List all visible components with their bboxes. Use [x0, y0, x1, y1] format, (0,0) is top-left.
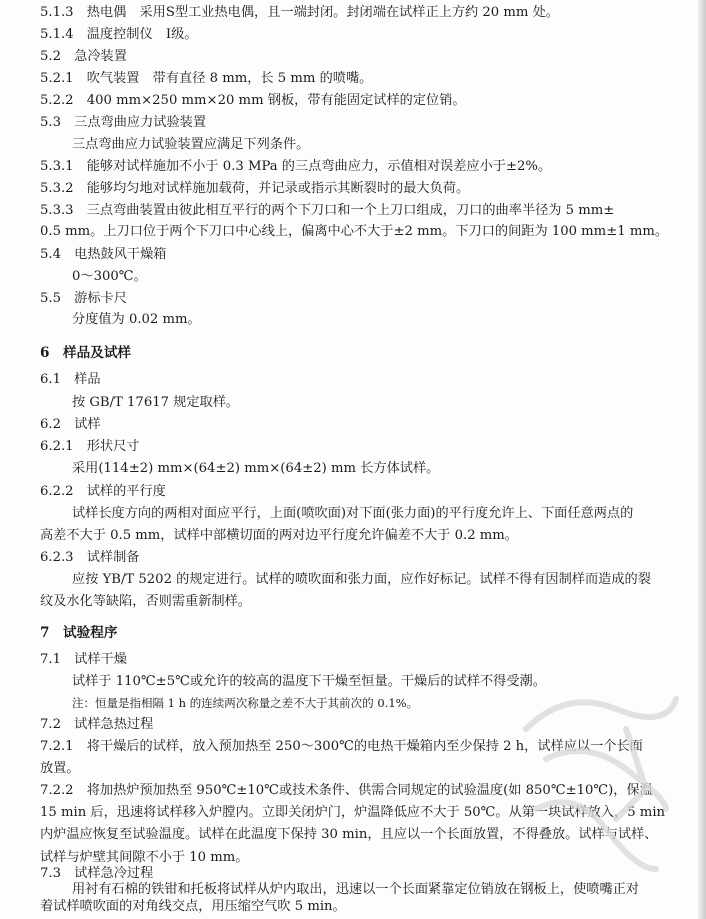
heading-6-1: 6.1 样品	[40, 371, 101, 387]
note-7-1: 注：恒量是指相隔 1 h 的连续两次称量之差不大于其前次的 0.1%。	[72, 696, 419, 711]
heading-6-2: 6.2 试样	[40, 417, 101, 433]
clause-7-2-2-cont3: 试样与炉壁其间隙不小于 10 mm。	[40, 849, 249, 865]
clause-5-1-4: 5.1.4 温度控制仪 I级。	[40, 27, 198, 42]
paragraph-5-3: 三点弯曲应力试验装置应满足下列条件。	[72, 136, 310, 152]
section-6-heading: 6 样品及试样	[40, 344, 132, 361]
heading-5-5: 5.5 游标卡尺	[40, 290, 127, 306]
clause-7-2-1-cont: 放置。	[40, 760, 80, 776]
heading-5-3: 5.3 三点弯曲应力试验装置	[40, 114, 207, 130]
paragraph-6-2-1: 采用(114±2) mm×(64±2) mm×(64±2) mm 长方体试样。	[72, 461, 440, 477]
heading-7-3: 7.3 试样急冷过程	[40, 865, 154, 881]
clause-5-3-3-cont: 0.5 mm。上刀口位于两个下刀口中心线上，偏离中心不大于±2 mm。下刀口的间距为 100 mm±1 mm。	[40, 224, 669, 240]
paragraph-6-2-3: 应按 YB/T 5202 的规定进行。试样的喷吹面和张力面，应作好标记。试样不得有因制样而造成的裂	[72, 572, 651, 588]
heading-5-2: 5.2 急冷装置	[40, 49, 127, 65]
clause-5-3-1: 5.3.1 能够对试样施加不小于 0.3 MPa 的三点弯曲应力，示值相对误差应小于±2%。	[40, 158, 552, 174]
paragraph-6-2-2-cont: 高差不大于 0.5 mm，试样中部横切面的两对边平行度允许偏差不大于 0.2 mm。	[40, 527, 518, 543]
clause-7-2-2: 7.2.2 将加热炉预加热至 950℃±10℃或技术条件、供需合同规定的试验温度(如 850℃±10℃)，保温	[40, 783, 653, 799]
paragraph-7-1: 试样于 110℃±5℃或允许的较高的温度下干燥至恒量。干燥后的试样不得受潮。	[72, 674, 546, 690]
clause-7-2-1: 7.2.1 将干燥后的试样，放入预加热至 250～300℃的电热干燥箱内至少保持 2 h，试样应以一个长面	[40, 738, 643, 754]
heading-6-2-2: 6.2.2 试样的平行度	[40, 483, 166, 499]
clause-7-2-2-cont2: 内炉温应恢复至试验温度。试样在此温度下保持 30 min，且应以一个长面放置，不得叠放。试样与试样、	[40, 827, 658, 843]
clause-5-2-2: 5.2.2 400 mm×250 mm×20 mm 钢板，带有能固定试样的定位销。	[40, 93, 466, 109]
paragraph-7-3: 用衬有石棉的铁钳和托板将试样从炉内取出，迅速以一个长面紧靠定位销放在钢板上，使喷嘴正对	[72, 882, 640, 898]
heading-7-2: 7.2 试样急热过程	[40, 716, 154, 732]
paragraph-7-3-cont: 着试样喷吹面的对角线交点，用压缩空气吹 5 min。	[40, 898, 346, 914]
page-edge-shadow	[698, 0, 706, 919]
heading-5-4: 5.4 电热鼓风干燥箱	[40, 246, 167, 262]
clause-5-1-3: 5.1.3 热电偶 采用S型工业热电偶，且一端封闭。封闭端在试样正上方约 20 mm 处。	[40, 4, 559, 20]
clause-5-3-2: 5.3.2 能够均匀地对试样施加载荷，并记录或指示其断裂时的最大负荷。	[40, 181, 470, 197]
heading-6-2-1: 6.2.1 形状尺寸	[40, 439, 140, 455]
paragraph-6-1: 按 GB/T 17617 规定取样。	[72, 394, 240, 410]
paragraph-5-4: 0～300℃。	[72, 268, 147, 284]
paragraph-6-2-2: 试样长度方向的两相对面应平行，上面(喷吹面)对下面(张力面)的平行度允许上、下面任意两点的	[72, 505, 634, 521]
clause-7-2-2-cont1: 15 min 后，迅速将试样移入炉膛内。立即关闭炉门，炉温降低应不大于 50℃。从第一块试样放入，5 min	[40, 805, 666, 821]
clause-5-3-3: 5.3.3 三点弯曲装置由彼此相互平行的两个下刀口和一个上刀口组成，刀口的曲率半径为 5 mm±	[40, 203, 615, 219]
paragraph-6-2-3-cont: 纹及水化等缺陷，否则需重新制样。	[40, 594, 251, 610]
heading-7-1: 7.1 试样干燥	[40, 652, 127, 668]
heading-6-2-3: 6.2.3 试样制备	[40, 550, 140, 565]
watermark-graphic	[506, 669, 696, 899]
section-7-heading: 7 试验程序	[40, 625, 118, 642]
clause-5-2-1: 5.2.1 吹气装置 带有直径 8 mm，长 5 mm 的喷嘴。	[40, 71, 373, 87]
paragraph-5-5: 分度值为 0.02 mm。	[72, 312, 201, 328]
